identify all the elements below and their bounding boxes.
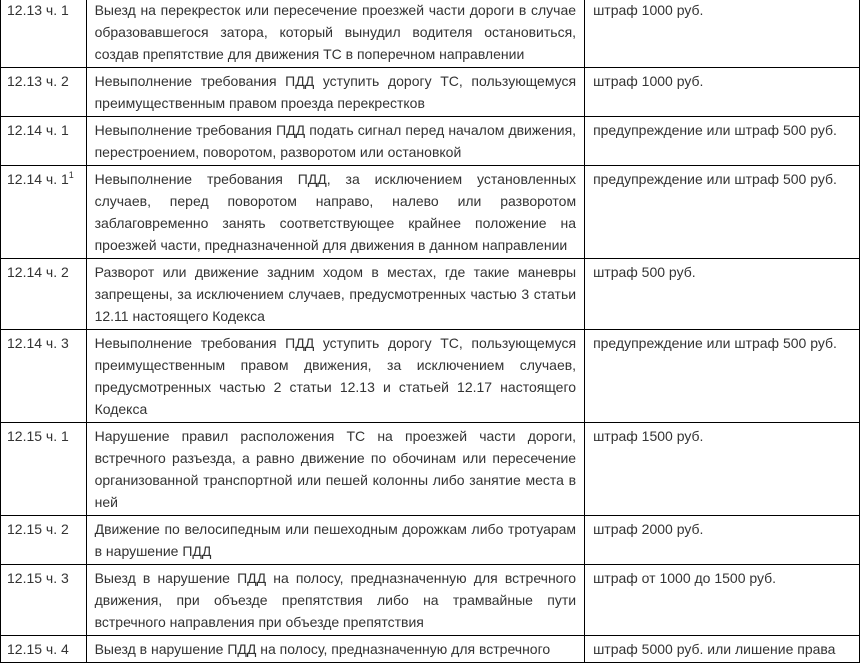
penalty-cell: штраф 1000 руб. (585, 68, 860, 117)
table-row (1, 516, 860, 565)
table-row (1, 423, 860, 516)
table-row (1, 0, 860, 68)
penalty-cell: предупреждение или штраф 500 руб. (585, 117, 860, 166)
article-cell (1, 330, 87, 423)
article-number: 12.14 ч. 2 (7, 264, 69, 280)
description-cell: Невыполнение требования ПДД уступить дорогу ТС, пользующемуся преимущественным правом движения, за исключением случаев, предусмотренных частью 2 статьи 12.13 и статьей 12.17 настоящего Кодекса (86, 330, 584, 423)
description-cell: Выезд на перекресток или пересечение проезжей части дороги в случае образовавшегося затора, который вынудил водителя остановиться, создав препятствие для движения ТС в поперечном направлении (86, 0, 584, 68)
article-cell (1, 516, 87, 565)
description-cell: Невыполнение требования ПДД подать сигнал перед началом движения, перестроением, поворотом, разворотом или остановкой (86, 117, 584, 166)
penalty-cell: штраф 500 руб. (585, 259, 860, 330)
article-cell (1, 0, 87, 68)
description-cell: Невыполнение требования ПДД уступить дорогу ТС, пользующемуся преимущественным правом проезда перекрестков (86, 68, 584, 117)
article-cell (1, 166, 87, 259)
article-number: 12.14 ч. 1 (7, 171, 69, 187)
penalty-cell: штраф 2000 руб. (585, 516, 860, 565)
penalty-cell: штраф 5000 руб. или лишение права (585, 636, 860, 663)
penalty-cell: штраф 1500 руб. (585, 423, 860, 516)
article-cell (1, 68, 87, 117)
article-superscript: 1 (68, 170, 74, 180)
article-number: 12.13 ч. 2 (7, 73, 69, 89)
article-number: 12.14 ч. 1 (7, 122, 69, 138)
penalty-cell: штраф от 1000 до 1500 руб. (585, 565, 860, 636)
article-number: 12.15 ч. 4 (7, 641, 69, 657)
table-row (1, 565, 860, 636)
table-row (1, 636, 860, 663)
article-number: 12.15 ч. 3 (7, 570, 69, 586)
description-cell: Выезд в нарушение ПДД на полосу, предназначенную для встречного (86, 636, 584, 663)
penalty-cell: предупреждение или штраф 500 руб. (585, 166, 860, 259)
table-row (1, 259, 860, 330)
article-number: 12.15 ч. 1 (7, 428, 69, 444)
article-cell (1, 117, 87, 166)
table-row (1, 330, 860, 423)
description-cell: Разворот или движение задним ходом в местах, где такие маневры запрещены, за исключением случаев, предусмотренных частью 3 статьи 12.11 настоящего Кодекса (86, 259, 584, 330)
article-number: 12.13 ч. 1 (7, 2, 69, 18)
description-cell: Выезд в нарушение ПДД на полосу, предназначенную для встречного движения, при объезде препятствия либо на трамвайные пути встречного направления при объезде препятствия (86, 565, 584, 636)
description-cell: Нарушение правил расположения ТС на проезжей части дороги, встречного разъезда, а равно движение по обочинам или пересечение организованной транспортной или пешей колонны либо занятие места в ней (86, 423, 584, 516)
article-cell (1, 565, 87, 636)
article-number: 12.14 ч. 3 (7, 335, 69, 351)
description-cell: Движение по велосипедным или пешеходным дорожкам либо тротуарам в нарушение ПДД (86, 516, 584, 565)
article-cell (1, 259, 87, 330)
penalty-cell: предупреждение или штраф 500 руб. (585, 330, 860, 423)
table-row (1, 117, 860, 166)
table-row (1, 68, 860, 117)
article-number: 12.15 ч. 2 (7, 521, 69, 537)
article-cell (1, 423, 87, 516)
description-cell: Невыполнение требования ПДД, за исключением установленных случаев, перед поворотом направо, налево или разворотом заблаговременно занять соответствующее крайнее положение на проезжей части, предназначенной для движения в данном направлении (86, 166, 584, 259)
penalty-cell: штраф 1000 руб. (585, 0, 860, 68)
article-cell (1, 636, 87, 663)
table-row (1, 166, 860, 259)
